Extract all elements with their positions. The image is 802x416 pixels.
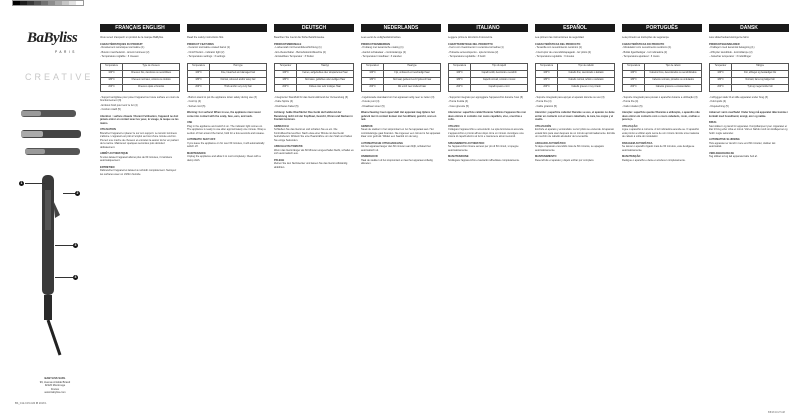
- section-heading: PARAGEM AUTOMÁTICA: [622, 141, 653, 145]
- warning-text: Attention : surface chaude ! Durant l'utilisation, l'appareil ne doit jamais entrer en contact avec les yeux, le visage, la nuque ou les mains.: [100, 114, 179, 125]
- table-cell: Capelli spessi e ricci: [471, 84, 528, 91]
- cover-panel: [15, 20, 94, 380]
- intro-text: Read the safety instructions first.: [187, 36, 224, 39]
- table-cell: Cabelos finos, descolorados ou sensibilizados: [645, 70, 702, 77]
- features-heading: CARACTERÍSTICAS DO PRODUTO: [622, 42, 665, 46]
- table-cell: 200°C: [101, 84, 123, 91]
- feature-item: - Ein-/Ausschalter - Betriebskontrollleuchte (2): [274, 50, 326, 54]
- section-heading: MANTENIMIENTO: [535, 155, 557, 158]
- feature-item: - Ingebouwde standaard om het apparaat veilig neer te zetten (3): [361, 95, 435, 99]
- table-cell: 160°C: [362, 70, 384, 77]
- curling-iron-illustration: [15, 80, 95, 380]
- feature-item: - Punta fría (4): [535, 100, 552, 103]
- table-row: [623, 63, 702, 70]
- table-row: [536, 77, 615, 84]
- feature-item: - Punta fredda (4): [448, 100, 468, 103]
- swatch: [20, 1, 27, 5]
- table-row: [101, 70, 180, 77]
- temperature-table: [361, 63, 441, 92]
- intro-text: Vous venez d'acquérir un produit de la marque BaByliss.: [100, 36, 164, 39]
- section-text: Sæt stikket i og tænd for apparatet. Kontrollampen lyser. Apparatet er klar til brug efter cirka et minut. Vikl en hårlok rundt om krøllejernet og hold i nogle sekunder.: [709, 124, 788, 135]
- table-cell: 200°C: [449, 84, 471, 91]
- intro-text: Leia primeiro as instruções de segurança.: [622, 36, 670, 39]
- features-heading: PRODUCTKENMERKEN: [361, 42, 391, 46]
- table-cell: Cabelos normais, pintados ou ondulados: [645, 77, 702, 84]
- table-cell: 180°C: [101, 77, 123, 84]
- table-cell: 200°C: [536, 84, 558, 91]
- features-heading: PRODUKTMERKMALE: [274, 42, 302, 46]
- language-column: [448, 24, 528, 163]
- feature-item: - Indbygget stativ til at stille apparatet under brug (3): [709, 95, 768, 99]
- section-heading: VEDLIGEHOLDELSE: [709, 151, 735, 155]
- section-text: Tag stikket ud og lad apparatet køle helt af.: [709, 155, 758, 158]
- table-row: [275, 63, 354, 70]
- section-heading: ABSCHALTAUTOMATIK: [274, 145, 303, 148]
- table-cell: 160°C: [710, 70, 732, 77]
- feature-item: - Drejeledning (5): [709, 104, 729, 108]
- feature-item: - On/off button - indicator light (2): [187, 50, 225, 54]
- section-heading: ONDERHOUD: [361, 155, 378, 158]
- section-heading: ENTRETIEN: [100, 165, 115, 169]
- table-cell: Capelli normali, colorati o mossi: [471, 77, 528, 84]
- language-column: [361, 24, 441, 167]
- feature-item: - Botão ligar/desligar - luz indicadora (2): [622, 50, 668, 54]
- section-text: Ziehen Sie den Netzstecker und lassen Sie das Gerät vollständig abkühlen.: [274, 162, 348, 169]
- feature-item: - Bouton marche/arrêt - témoin lumineux (2): [100, 50, 150, 54]
- table-row: [449, 77, 528, 84]
- curling-iron-diagram: [42, 175, 60, 355]
- print-slug: BS_C12-C15-C20 IB 2018 1: [15, 402, 47, 405]
- feature-item: - Afbryder tænd/sluk - kontrollampe (2): [709, 50, 753, 54]
- section-text: Unplug the appliance and allow it to cool completely. Clean with a damp cloth.: [187, 155, 261, 162]
- feature-item: - Cordon rotatif (5): [100, 108, 121, 111]
- warning-text: Attenzione: superficie calda! Durante l'utilizzo l'apparecchio non deve entrare in contatto con cuoio capelluto, viso, orecchie e collo.: [448, 111, 527, 121]
- color-calibration-bar: [12, 0, 84, 6]
- curler-image-3: [25, 148, 80, 155]
- feature-item: - Integrierter Standfuß für das Gerät während der Verwendung (3): [274, 95, 349, 99]
- table-row: [449, 70, 528, 77]
- temperature-table: [187, 63, 267, 92]
- swatch: [62, 1, 69, 5]
- table-cell: Température: [101, 63, 123, 70]
- table-row: [623, 70, 702, 77]
- warning-text: Waarschuwing: heet oppervlak! Het apparaat mag tijdens het gebruik niet in contact komen met hoofdhuid, gezicht, oren en nek.: [361, 111, 437, 121]
- section-heading: ARRÊT AUTOMATIQUE: [100, 152, 129, 155]
- table-cell: 200°C: [275, 84, 297, 91]
- table-row: [362, 63, 441, 70]
- language-header: ESPAÑOL: [535, 24, 615, 32]
- intro-text: Beachten Sie zuerst die Sicherheitshinweise.: [274, 36, 325, 39]
- callout-1: 1: [20, 181, 23, 185]
- feature-item: - Built-in stand to put the appliance down safely during use (3): [187, 95, 257, 99]
- feature-item: - Soporte integrado para apoyar el aparato durante su uso (3): [535, 95, 605, 99]
- table-cell: Temperatur: [275, 63, 297, 70]
- table-cell: Haartyp: [297, 63, 354, 70]
- warning-text: Atenção: superfície quente! Durante a utilização, o aparelho não deve entrar em contacto com o couro cabeludo, rosto, orelhas e pescoço.: [622, 111, 700, 121]
- intro-text: Lea primero las instrucciones de seguridad.: [535, 36, 585, 39]
- section-heading: UTILIZZO: [448, 124, 460, 128]
- warning-text: Warning: hot surface! When in use, the appliance must never come into contact with the scalp, face, ears, and neck.: [187, 111, 261, 118]
- feature-item: - Temperatura regolabile : 3 livelli: [448, 55, 486, 58]
- section-text: Steek de stekker in het stopcontact en zet het apparaat aan. Het controlelampje gaat branden. Na ongeveer een minuut is het apparaat klaar voor gebruik. Wikkel een haarlok om de tang.: [361, 128, 441, 138]
- table-cell: 160°C: [275, 70, 297, 77]
- table-cell: 160°C: [188, 70, 210, 77]
- table-cell: Dickes oder sehr lockiges Haar: [297, 84, 354, 91]
- section-heading: BRUG: [709, 121, 717, 124]
- language-header: FRANÇAIS ENGLISH: [100, 24, 180, 32]
- language-header: NEDERLANDS: [361, 24, 441, 32]
- language-column: [187, 24, 267, 163]
- print-date: 8/8/18 10:27 AM: [768, 412, 785, 414]
- table-cell: 200°C: [362, 84, 384, 91]
- section-text: Wenn das Gerät länger als 60 Minuten eingeschaltet bleibt, schaltet es sich automatisch aus.: [274, 148, 354, 155]
- feature-item: - Ceramic tourmaline coated barrel (1): [187, 46, 231, 49]
- feature-item: - Temperature settings : 3 settings: [187, 55, 226, 58]
- table-cell: 180°C: [362, 77, 384, 84]
- table-cell: Dik en/of zeer krullend haar: [384, 84, 441, 91]
- feature-item: - Température réglable : 3 niveaux: [100, 55, 139, 58]
- table-cell: Temperatura: [623, 63, 645, 70]
- section-heading: GEBRUIK: [361, 124, 373, 128]
- table-row: [275, 77, 354, 84]
- brand-logo-sub: PARIS: [55, 50, 77, 54]
- section-heading: GEBRAUCH: [274, 124, 289, 128]
- product-line: CREATIVE: [25, 72, 94, 82]
- table-row: [710, 70, 789, 77]
- language-column: [622, 24, 702, 163]
- table-cell: Temperatura: [449, 63, 471, 70]
- address-country: France: [50, 387, 60, 391]
- section-text: Hvis apparatet er tændt i mere end 60 minutter, slukker det automatisk.: [709, 141, 776, 148]
- table-row: [188, 63, 267, 70]
- table-cell: Feines, aufgehelltes oder strapaziertes Haar: [297, 70, 354, 77]
- features-heading: PRODUKTEGENSKABER: [709, 42, 740, 46]
- feature-item: - Tenacilla con revestimiento cerámico (1): [535, 46, 582, 49]
- table-row: [362, 84, 441, 91]
- table-cell: 180°C: [275, 77, 297, 84]
- table-cell: Hårtype: [732, 63, 789, 70]
- table-row: [710, 84, 789, 91]
- feature-item: - Cable giratorio (5): [535, 104, 557, 108]
- section-text: Als het apparaat langer dan 60 minuten aan blijft, schakelt het automatisch uit.: [361, 145, 431, 152]
- feature-item: - Krultang met keramische coating (1): [361, 46, 404, 49]
- table-cell: Cabello fino, decolorado o dañado: [558, 70, 615, 77]
- table-row: [623, 77, 702, 84]
- section-heading: UTILISATION: [100, 128, 116, 131]
- intro-text: Læs sikkerhedsanvisningerne først.: [709, 36, 750, 39]
- feature-item: - Ponta fria (4): [622, 100, 639, 103]
- table-row: [536, 84, 615, 91]
- table-row: [362, 70, 441, 77]
- feature-item: - Interruptor de encendido/apagado - luz piloto (2): [535, 50, 592, 54]
- features-heading: CARATTERISTICHE DEL PRODOTTO: [448, 42, 493, 46]
- address-street: 99, Avenue Aristide Briand: [39, 380, 71, 384]
- feature-item: - Cabo rotativo (5): [622, 104, 643, 108]
- section-heading: MANUTENÇÃO: [622, 155, 641, 158]
- table-row: [275, 84, 354, 91]
- section-text: Branchez l'appareil et placez le sur son support. Le témoin lumineux s'allume. L'appareil est prêt à l'emploi au bout d'une minute environ. Prenez une mèche de cheveux et enroulez-la autour du fer en partant de la racine. Maintenez quelques secondes puis déroulez délicatement.: [100, 131, 179, 149]
- curler-image-2: [21, 130, 81, 138]
- table-cell: 180°C: [536, 77, 558, 84]
- language-column: [709, 24, 789, 160]
- feature-item: - Temperatura regulable : 3 niveles: [535, 55, 575, 58]
- feature-item: - Draaibaar snoer (5): [361, 104, 385, 108]
- table-cell: Normales, gefärbtes oder welliges Haar: [297, 77, 354, 84]
- curler-image-1: [21, 110, 76, 117]
- feature-item: - Modelador com revestimento cerâmico (1): [622, 46, 672, 49]
- table-cell: 180°C: [188, 77, 210, 84]
- table-cell: Cabelos grossos e encaracolados: [645, 84, 702, 91]
- warning-text: Advarsel: varm overflade! Under brug må apparatet ikke komme i kontakt med hovedbund, ansigt, ører og nakke.: [709, 111, 788, 118]
- manufacturer-address: [20, 377, 90, 395]
- features-heading: CARACTERÍSTICAS DEL PRODUCTO: [535, 42, 581, 46]
- table-cell: Tykt og meget krøllet hår: [732, 84, 789, 91]
- table-row: [275, 70, 354, 77]
- section-text: Débranchez l'appareil et laissez-le refroidir complètement. Nettoyez les surfaces avec un chiffon humide.: [100, 169, 177, 176]
- table-row: [536, 63, 615, 70]
- warning-text: Achtung: heiße Oberfläche! Das Gerät darf während der Benutzung nicht mit der Kopfhaut, Gesicht, Ohren und Nacken in Kontakt kommen.: [274, 111, 353, 121]
- section-heading: AUTOMATISK SLUKNING: [709, 138, 740, 141]
- feature-item: - Temperatuur instelbaar : 3 standen: [361, 55, 402, 58]
- section-text: Schließen Sie das Gerät an und schalten Sie es ein. Die Kontrollleuchte leuchtet. Nach etwa einer Minute ist das Gerät betriebsbereit. Wickeln Sie eine Haarsträhne um den Stab und halten Sie einige Sekunden.: [274, 128, 353, 142]
- table-row: [101, 77, 180, 84]
- table-cell: 160°C: [449, 70, 471, 77]
- callout-4: 4: [74, 275, 77, 279]
- table-row: [101, 84, 180, 91]
- table-cell: Haartype: [384, 63, 441, 70]
- brand-logo: BaByliss: [27, 30, 78, 46]
- feature-item: - Aan/uit schakelaar - controlelampje (2): [361, 50, 407, 54]
- table-cell: Tipo de cabello: [558, 63, 615, 70]
- feature-item: - Swivel cord (5): [187, 104, 206, 108]
- section-heading: UTILIZACIÓN: [535, 124, 552, 128]
- section-text: If you leave the appliance on for over 60 minutes, it will automatically switch off.: [187, 141, 265, 148]
- feature-item: - Support antiglisse pour poser l'appareil sur toute surface en cours de fonctionnement (3): [100, 95, 180, 102]
- section-text: Desenchufe el aparato y déjelo enfriar por completo.: [535, 158, 595, 162]
- feature-item: - Supporto integrato per appoggiare l'apparecchio durante l'uso (3): [448, 95, 524, 99]
- swatch: [76, 1, 83, 5]
- table-cell: Normal, coloured and/or wavy hair: [210, 77, 267, 84]
- table-cell: Cheveux fins, décolorés ou sensibilisés: [123, 70, 180, 77]
- section-heading: USE: [187, 121, 193, 124]
- table-row: [449, 63, 528, 70]
- table-row: [449, 84, 528, 91]
- table-row: [188, 77, 267, 84]
- address-city: 92120 Montrouge: [44, 384, 66, 388]
- feature-item: - Cool tip (4): [187, 100, 202, 103]
- table-cell: 180°C: [623, 77, 645, 84]
- table-cell: 200°C: [623, 84, 645, 91]
- table-row: [710, 63, 789, 70]
- table-cell: Fint, afbleget og beskadiget hår: [732, 70, 789, 77]
- feature-item: - Justerbar temperatur : 3 indstillinger: [709, 55, 752, 58]
- feature-item: - Kold spids (4): [709, 100, 727, 103]
- swatch: [34, 1, 41, 5]
- section-text: Se l'apparecchio rimane acceso per più di 60 minuti, si spegne automaticamente.: [448, 145, 519, 152]
- table-cell: Cheveux normaux, colorés ou ondulés: [123, 77, 180, 84]
- address-web: www.babyliss.com: [44, 391, 66, 395]
- feature-item: - Koude punt (4): [361, 100, 380, 103]
- callout-2: 2: [76, 191, 79, 195]
- table-cell: Fijn, ontkleurd en beschadigd haar: [384, 70, 441, 77]
- table-row: [362, 77, 441, 84]
- table-cell: Temperatur: [710, 63, 732, 70]
- section-heading: SPEGNIMENTO AUTOMATICO: [448, 141, 485, 145]
- section-heading: MAINTENANCE: [187, 151, 206, 155]
- feature-item: - Embout froid pour tenir le fer (4): [100, 103, 138, 107]
- feature-item: - Temperatura ajustável : 3 níveis: [622, 55, 660, 58]
- language-header: PORTUGUÊS: [622, 24, 702, 32]
- intro-text: Lees eerst de veiligheidsinstructies.: [361, 36, 402, 39]
- language-column: [535, 24, 615, 163]
- feature-item: - Drehbares Kabel (5): [274, 104, 299, 108]
- table-cell: 160°C: [623, 70, 645, 77]
- table-row: [536, 70, 615, 77]
- table-cell: Capelli sottili, decolorati e sensibili: [471, 70, 528, 77]
- table-cell: 200°C: [710, 84, 732, 91]
- features-heading: CARACTÉRISTIQUES DU PRODUIT: [100, 42, 143, 46]
- table-cell: 180°C: [449, 77, 471, 84]
- swatch: [13, 1, 20, 5]
- temperature-table: [709, 63, 789, 92]
- language-header: DANSK: [709, 24, 789, 32]
- feature-item: - Pulsante acceso/spento - spia luminosa (2): [448, 50, 499, 54]
- section-text: Collegare l'apparecchio e accenderlo. La spia luminosa si accende. L'apparecchio è pronto all'uso dopo circa un minuto. Avvolgere una ciocca di capelli attorno al ferro e mantenere alcuni secondi.: [448, 128, 524, 138]
- feature-item: - Ferro con rivestimento in ceramica tormalina (1): [448, 46, 504, 49]
- warning-text: Atención: ¡superficie caliente! Durante su uso, el aparato no debe entrar en contacto con el cuero cabelludo, la cara, las orejas y el cuello.: [535, 111, 615, 121]
- section-text: Ligue o aparelho à corrente. A luz indicadora acende-se. O aparelho está pronto a utilizar após cerca de um minuto. Enrole uma madeixa de cabelo à volta do modelador.: [622, 128, 700, 138]
- section-heading: AUTOMATISCHE UITSCHAKELING: [361, 141, 403, 145]
- table-cell: Normalt, farvet og bølget hår: [732, 77, 789, 84]
- section-text: Desligue o aparelho e deixe-o arrefecer completamente.: [622, 158, 686, 162]
- section-text: Si vous laissez l'appareil allumé plus de 60 minutes, il s'arrêtera automatiquement.: [100, 155, 172, 162]
- swatch: [41, 1, 48, 5]
- section-heading: PFLEGE: [274, 158, 285, 162]
- intro-text: Leggere prima le istruzioni di sicurezza.: [448, 36, 493, 39]
- swatch: [55, 1, 62, 5]
- section-heading: UTILIZAÇÃO: [622, 124, 638, 128]
- feature-item: - Krøllejern med keramisk belægning (1): [709, 46, 755, 49]
- section-text: Si deja el aparato encendido más de 60 minutos, se apagará automáticamente.: [535, 145, 604, 152]
- table-row: [188, 70, 267, 77]
- section-text: Haal de stekker uit het stopcontact en laat het apparaat volledig afkoelen.: [361, 158, 433, 165]
- temperature-table: [622, 63, 702, 92]
- language-column: [274, 24, 354, 170]
- language-column: [100, 24, 180, 177]
- table-cell: Cabello normal, teñido u ondulado: [558, 77, 615, 84]
- language-header: DEUTSCH: [274, 24, 354, 32]
- table-row: [710, 77, 789, 84]
- section-text: Scollegare l'apparecchio e lasciarlo raffreddare completamente.: [448, 158, 520, 162]
- company-name: BABYLISS SARL: [44, 377, 66, 380]
- feature-item: - Kalte Spitze (4): [274, 100, 293, 103]
- section-text: Plug in the appliance and switch it on. The indicator light comes on. The appliance is ready to use after approximately one minute. Wrap a section of hair around the barrel, hold for a few seconds and release.: [187, 124, 266, 135]
- table-row: [188, 84, 267, 91]
- callout-3: 3: [74, 243, 77, 247]
- feature-item: - Einstellbare Temperatur : 3 Stufen: [274, 55, 315, 58]
- table-cell: Normaal, gekleurd en/of golvend haar: [384, 77, 441, 84]
- features-heading: PRODUCT FEATURES: [187, 42, 214, 46]
- swatch: [27, 1, 34, 5]
- swatch: [48, 1, 55, 5]
- table-cell: Fine, bleached and damaged hair: [210, 70, 267, 77]
- table-cell: 160°C: [536, 70, 558, 77]
- swatch: [69, 1, 76, 5]
- section-text: Enchufe el aparato y enciéndalo. La luz piloto se enciende. El aparato estará listo para usar después de un minuto aproximadamente. Enrolle un mechón de cabello alrededor de la tenacilla.: [535, 128, 615, 138]
- language-header: [187, 24, 267, 32]
- table-cell: Hair type: [210, 63, 267, 70]
- section-heading: APAGADO AUTOMÁTICO: [535, 141, 566, 145]
- table-cell: Temperatuur: [362, 63, 384, 70]
- feature-item: - Cavo girevole (5): [448, 104, 469, 108]
- table-cell: 180°C: [710, 77, 732, 84]
- feature-item: - Lockenstab mit Keramikbeschichtung (1): [274, 46, 322, 49]
- temperature-table: [535, 63, 615, 92]
- table-cell: Tipo di capelli: [471, 63, 528, 70]
- table-cell: Type de cheveux: [123, 63, 180, 70]
- temperature-table: [448, 63, 528, 92]
- section-heading: MANUTENZIONE: [448, 155, 469, 158]
- section-heading: AUTOMATIC SHUT-OFF: [187, 138, 216, 141]
- table-cell: Tipo de cabelo: [645, 63, 702, 70]
- table-cell: Temperature: [188, 63, 210, 70]
- temperature-table: [274, 63, 354, 92]
- table-cell: Temperatura: [536, 63, 558, 70]
- table-cell: Cheveux épais et bouclés: [123, 84, 180, 91]
- table-cell: Thick and/or very curly hair: [210, 84, 267, 91]
- temperature-table: [100, 63, 180, 92]
- feature-item: - Suporte integrado para pousar o aparelho durante a utilização (3): [622, 95, 698, 99]
- table-row: [623, 84, 702, 91]
- table-cell: Cabello grueso o muy rizado: [558, 84, 615, 91]
- table-cell: 200°C: [188, 84, 210, 91]
- table-cell: 160°C: [101, 70, 123, 77]
- section-text: Se deixar o aparelho ligado mais de 60 minutos, este desliga-se automaticamente.: [622, 145, 695, 152]
- feature-item: - Revêtement céramique tourmaline (1): [100, 46, 145, 49]
- table-row: [101, 63, 180, 70]
- language-header: ITALIANO: [448, 24, 528, 32]
